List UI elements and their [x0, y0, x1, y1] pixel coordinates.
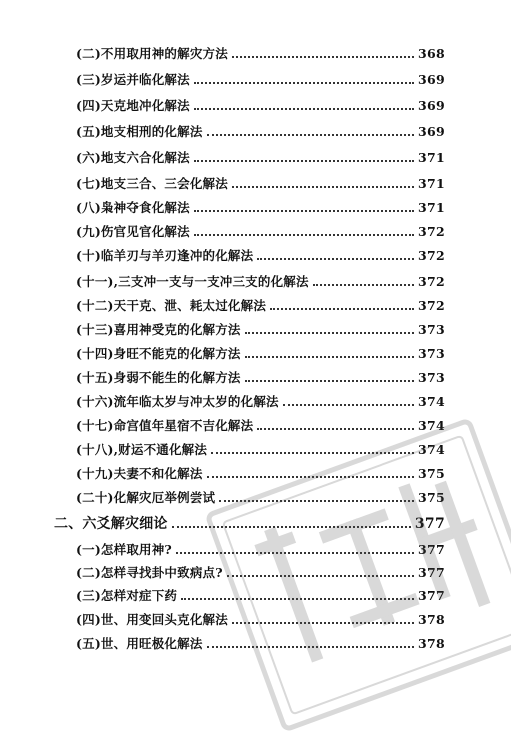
toc-entry — [76, 174, 445, 194]
dot-leader — [219, 500, 414, 502]
toc-entry-title: (二)怎样寻找卦中致病点? — [76, 565, 223, 580]
toc-entry — [76, 246, 445, 266]
toc-entry-title: (十)临羊刃与羊刃逢冲的化解法 — [76, 248, 254, 263]
toc-entry-title: (四)天克地冲化解法 — [76, 98, 190, 113]
dot-leader — [245, 380, 414, 382]
toc-entry-page: 373 — [418, 370, 445, 385]
toc-entry — [76, 320, 445, 340]
toc-entry-title: (十八),财运不通化解法 — [76, 442, 208, 457]
dot-leader — [232, 186, 414, 188]
toc-section-heading — [54, 514, 445, 534]
toc-entry — [76, 44, 445, 64]
toc-entry-page: 374 — [418, 442, 445, 457]
dot-leader — [257, 428, 414, 430]
toc-entry-title: (九)伤官见官化解法 — [76, 224, 190, 239]
toc-entry-title: (十二)天干克、泄、耗太过化解法 — [76, 298, 267, 313]
toc-entry — [76, 344, 445, 364]
dot-leader — [232, 622, 414, 624]
toc-entry-page: 377 — [414, 516, 445, 532]
toc-entry-title: (三)怎样对症下药 — [76, 588, 178, 603]
dot-leader — [172, 526, 411, 528]
toc-entry-title: (二)不用取用神的解灾方法 — [76, 46, 228, 61]
dot-leader — [245, 332, 414, 334]
dot-leader — [270, 308, 414, 310]
toc-entry — [76, 586, 445, 606]
toc-entry — [76, 198, 445, 218]
dot-leader — [194, 210, 414, 212]
dot-leader — [245, 356, 414, 358]
dot-leader — [207, 476, 414, 478]
dot-leader — [194, 82, 414, 84]
toc-entry-title: (十六)流年临太岁与冲太岁的化解法 — [76, 394, 279, 409]
toc-entry — [76, 368, 445, 388]
toc-entry-title: (十三)喜用神受克的化解方法 — [76, 322, 241, 337]
toc-entry-page: 378 — [418, 612, 445, 627]
toc-entry-title: (十七)命宫值年星宿不吉化解法 — [76, 418, 254, 433]
toc-entry-page: 369 — [418, 124, 445, 139]
toc-entry-title: (四)世、用变回头克化解法 — [76, 612, 228, 627]
toc-entry-page: 378 — [418, 636, 445, 651]
toc-entry-page: 371 — [418, 200, 445, 215]
toc-entry — [76, 392, 445, 412]
dot-leader — [211, 452, 414, 454]
dot-leader — [313, 284, 414, 286]
toc-entry-page: 372 — [418, 224, 445, 239]
toc-entry-title: (六)地支六合化解法 — [76, 150, 190, 165]
toc-entry-title: 二、六爻解灾细论 — [54, 516, 168, 532]
toc-entry — [76, 148, 445, 168]
dot-leader — [207, 134, 414, 136]
dot-leader — [176, 552, 414, 554]
dot-leader — [194, 234, 414, 236]
toc-entry-title: (十九)夫妻不和化解法 — [76, 466, 203, 481]
toc-entry-page: 375 — [418, 490, 445, 505]
toc-entry — [76, 70, 445, 90]
toc-entry-title: (一)怎样取用神? — [76, 542, 172, 557]
toc-entry-page: 374 — [418, 418, 445, 433]
toc-entry-title: (十五)身弱不能生的化解方法 — [76, 370, 241, 385]
toc-entry-title: (三)岁运并临化解法 — [76, 72, 190, 87]
toc-entry-page: 372 — [418, 248, 445, 263]
toc-entry-page: 369 — [418, 98, 445, 113]
dot-leader — [194, 108, 414, 110]
toc-entry — [76, 488, 445, 508]
toc-entry — [76, 296, 445, 316]
toc-entry — [76, 540, 445, 560]
toc-entry — [76, 563, 445, 583]
toc-entry-page: 372 — [418, 274, 445, 289]
dot-leader — [194, 160, 414, 162]
toc-entry — [76, 634, 445, 654]
toc-entry-page: 368 — [418, 46, 445, 61]
toc-entry — [76, 440, 445, 460]
toc-entry-title: (十四)身旺不能克的化解方法 — [76, 346, 241, 361]
toc-entry — [76, 122, 445, 142]
toc-entry-title: (五)地支相刑的化解法 — [76, 124, 203, 139]
toc-entry-page: 377 — [418, 565, 445, 580]
toc-entry-page: 371 — [418, 150, 445, 165]
toc-entry-page: 375 — [418, 466, 445, 481]
toc-entry — [76, 222, 445, 242]
toc-entry-title: (七)地支三合、三会化解法 — [76, 176, 228, 191]
dot-leader — [232, 56, 414, 58]
toc-entry-title: (五)世、用旺极化解法 — [76, 636, 203, 651]
toc-entry-page: 373 — [418, 322, 445, 337]
toc-entry-title: (十一),三支冲一支与一支冲三支的化解法 — [76, 274, 309, 289]
toc-entry-page: 374 — [418, 394, 445, 409]
toc-entry-page: 369 — [418, 72, 445, 87]
toc-entry-page: 377 — [418, 542, 445, 557]
toc-entry — [76, 272, 445, 292]
dot-leader — [181, 598, 414, 600]
toc-entry — [76, 96, 445, 116]
dot-leader — [227, 575, 414, 577]
toc-entry — [76, 610, 445, 630]
dot-leader — [283, 404, 414, 406]
toc-entry — [76, 416, 445, 436]
toc-entry-title: (八)枭神夺食化解法 — [76, 200, 190, 215]
toc-entry — [76, 464, 445, 484]
toc-entry-page: 377 — [418, 588, 445, 603]
dot-leader — [207, 646, 414, 648]
toc-entry-page: 373 — [418, 346, 445, 361]
toc-entry-page: 371 — [418, 176, 445, 191]
dot-leader — [257, 258, 414, 260]
toc-entry-title: (二十)化解灾厄举例尝试 — [76, 490, 216, 505]
toc-entry-page: 372 — [418, 298, 445, 313]
